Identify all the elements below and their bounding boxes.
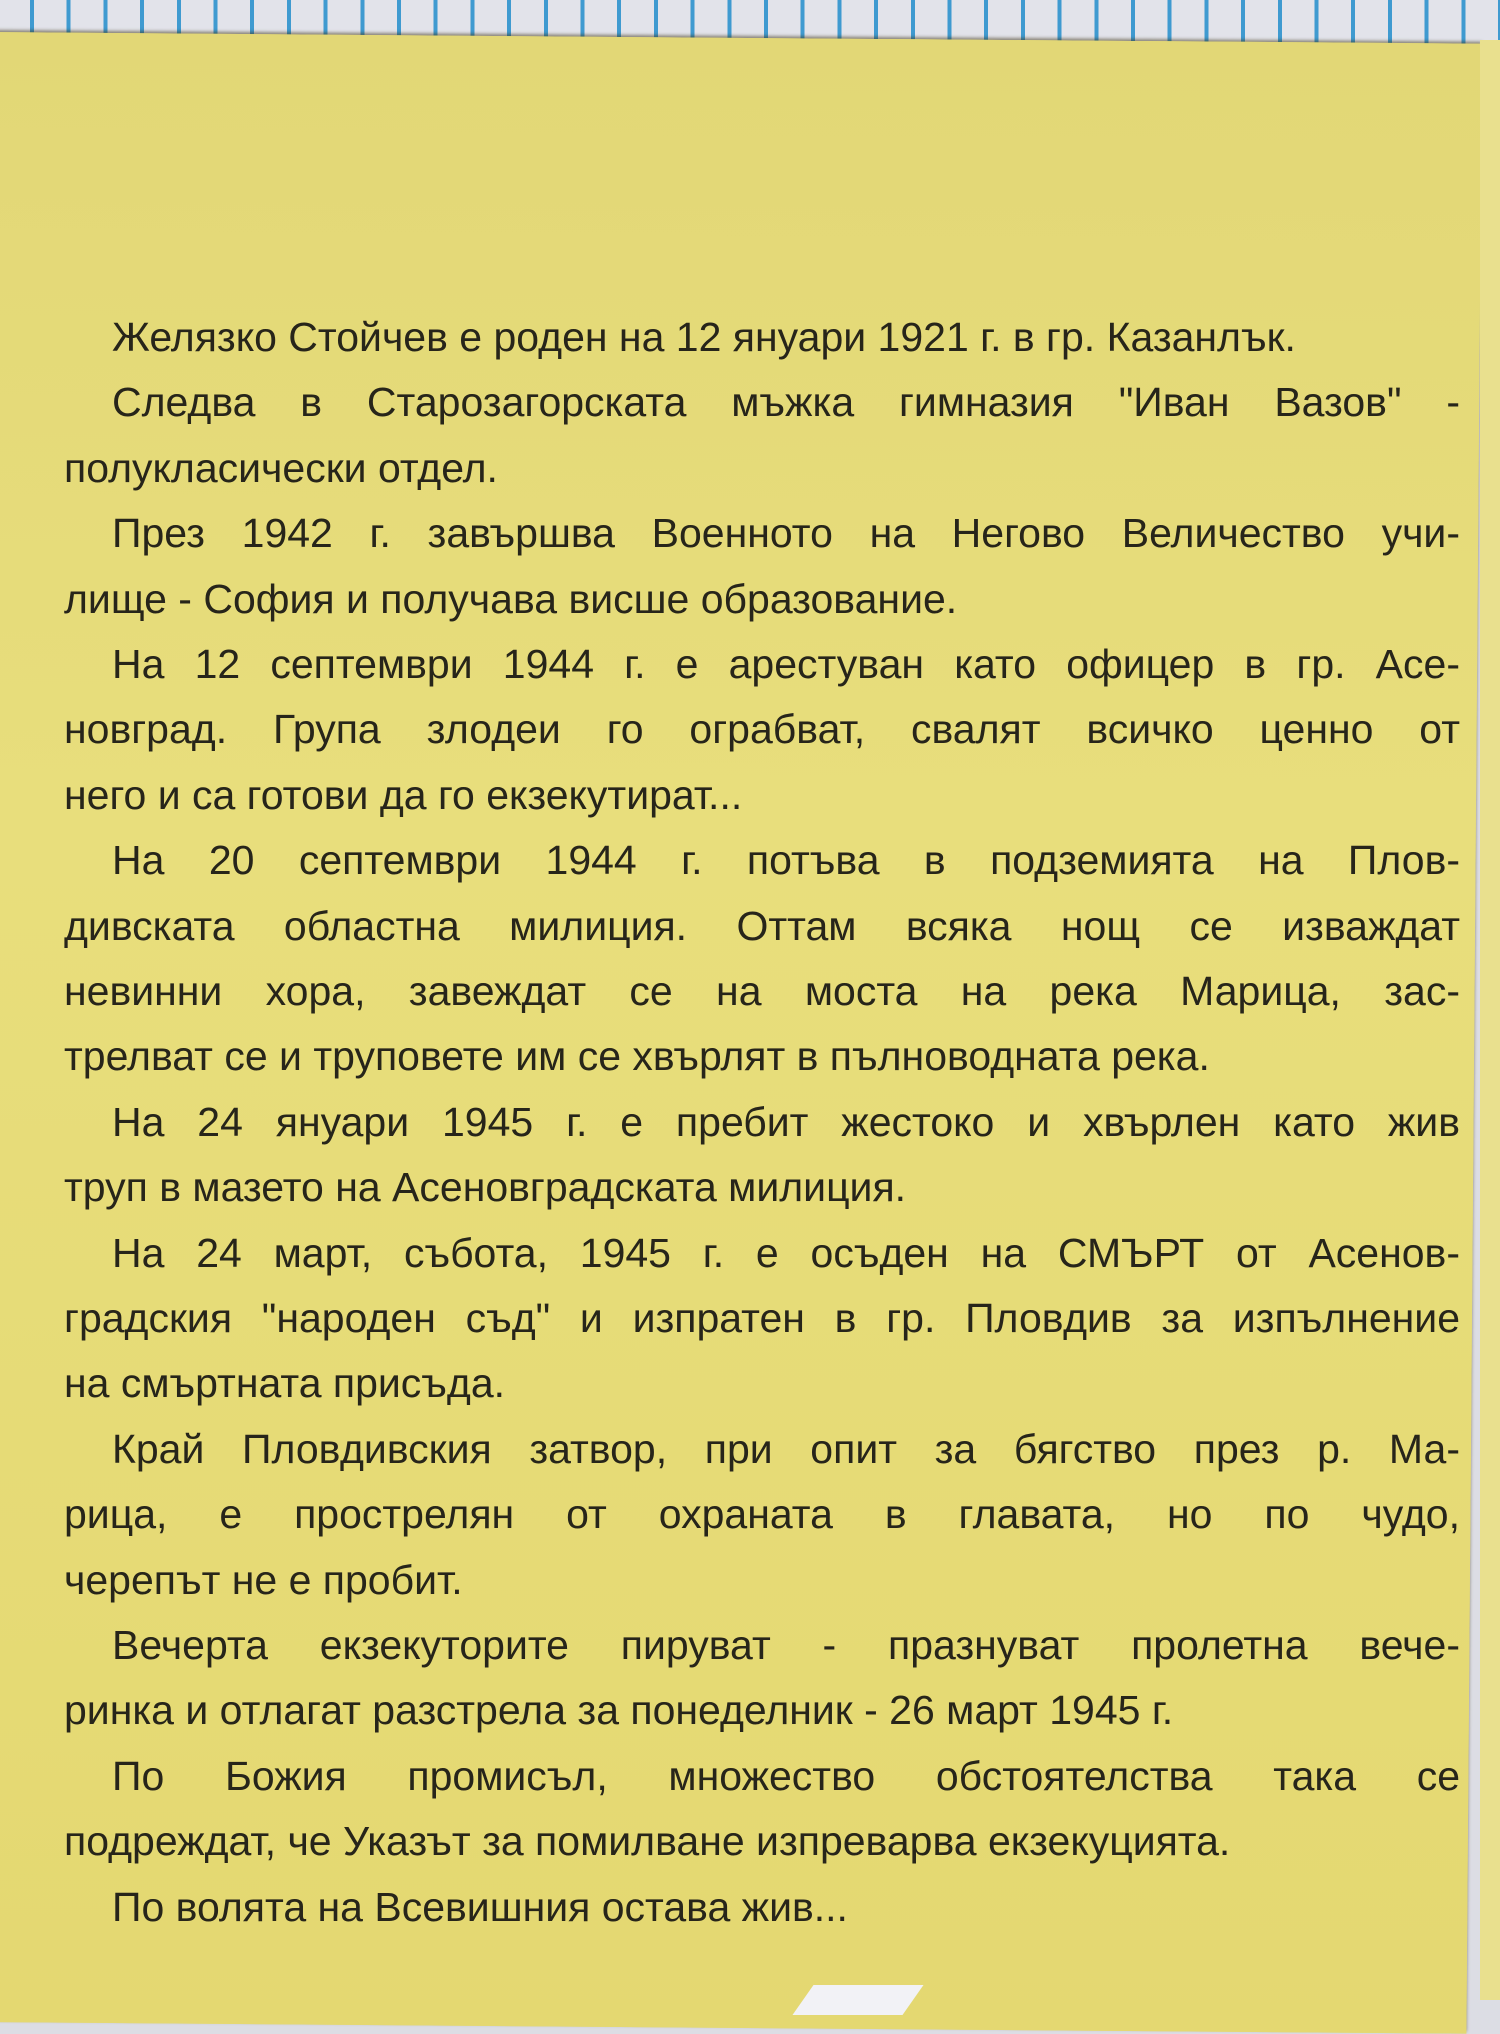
paper-scrap xyxy=(792,1985,923,2015)
text-line: По волята на Всевишния остава жив... xyxy=(112,1883,848,1930)
text-line: Вечерта екзекуторите пируват - празнуват пролетна вече- xyxy=(112,1622,1460,1668)
text-line: ринка и отлагат разстрела за понеделник - 26 март 1945 г. xyxy=(64,1687,1174,1734)
text-line: рица, е прострелян от охраната в главата, но по чудо, xyxy=(64,1491,1460,1538)
text-line: Желязко Стойчев е роден на 12 януари 1921 г. в гр. Казанлък. xyxy=(112,314,1296,360)
text-line: По Божия промисъл, множество обстоятелства така се xyxy=(112,1752,1460,1799)
text-line: Край Пловдивския затвор, при опит за бягство през р. Ма- xyxy=(112,1425,1460,1472)
text-line: градския "народен съд" и изпратен в гр. Пловдив за изпълнение xyxy=(64,1295,1460,1341)
text-line: новград. Група злодеи го ограбват, свалят всичко ценно от xyxy=(64,706,1460,753)
text-line: труп в мазето на Асеновградската милиция. xyxy=(64,1164,907,1211)
text-line: трелват се и труповете им се хвърлят в пълноводната река. xyxy=(64,1033,1210,1080)
text-line: На 12 септември 1944 г. е арестуван като офицер в гр. Асе- xyxy=(112,641,1460,687)
text-line: черепът не е пробит. xyxy=(64,1556,463,1603)
text-line: На 24 март, събота, 1945 г. е осъден на СМЪРТ от Асенов- xyxy=(112,1229,1460,1276)
paper-edge xyxy=(1480,40,1500,2000)
text-line: полукласически отдел. xyxy=(64,444,498,491)
text-line: лище - София и получава висше образование. xyxy=(64,575,958,622)
text-line: на смъртната присъда. xyxy=(64,1360,506,1407)
text-line: През 1942 г. завършва Военното на Негово Величество учи- xyxy=(112,510,1460,557)
text-line: На 24 януари 1945 г. е пребит жестоко и хвърлен като жив xyxy=(112,1098,1460,1145)
text-line: подреждат, че Указът за помилване изпреварва екзекуцията. xyxy=(64,1818,1231,1865)
text-line: На 20 септември 1944 г. потъва в подземията на Плов- xyxy=(112,837,1460,884)
text-line: него и са готови да го екзекутират... xyxy=(64,771,743,818)
text-line: Следва в Старозагорската мъжка гимназия "Иван Вазов" - xyxy=(112,379,1460,426)
text-line: дивската областна милиция. Оттам всяка нощ се изваждат xyxy=(64,902,1460,949)
text-line: невинни хора, завеждат се на моста на река Марица, зас- xyxy=(64,968,1460,1014)
